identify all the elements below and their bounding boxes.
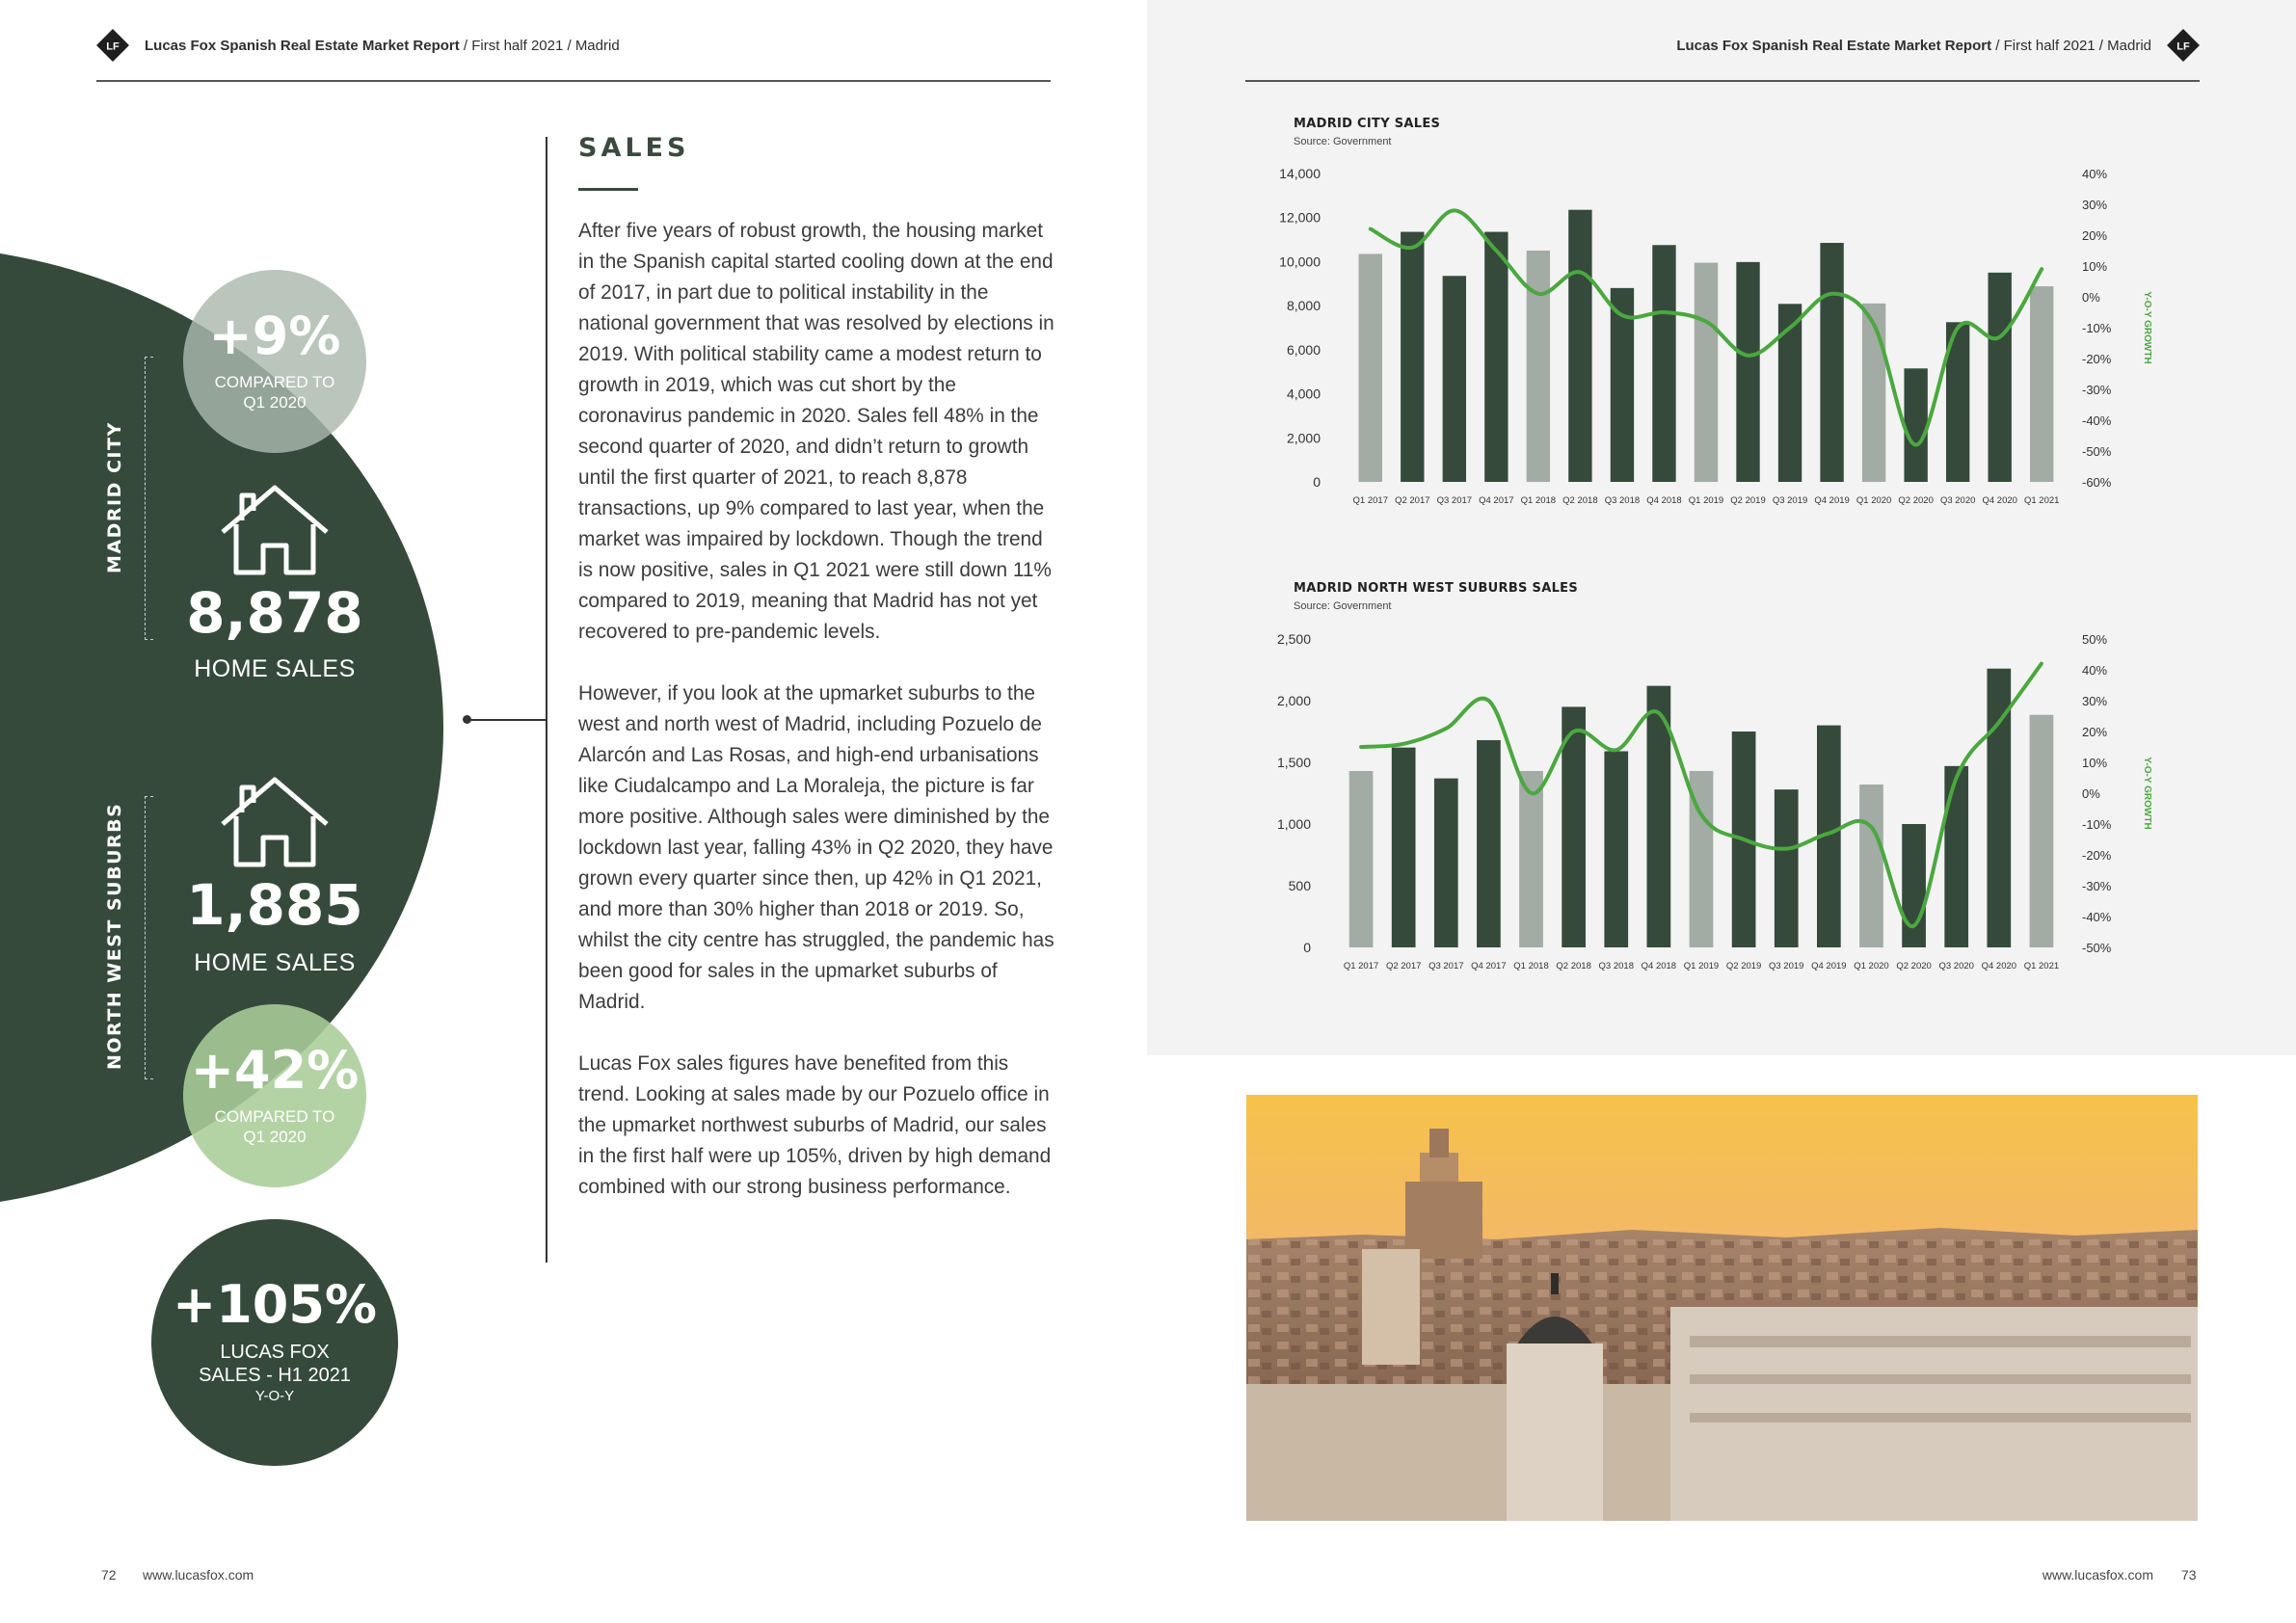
- y2-tick-label: 0%: [2082, 290, 2100, 305]
- chart2-title: MADRID NORTH WEST SUBURBS SALES: [1294, 581, 1579, 596]
- lucas-fox-growth-caption-1: LUCAS FOX: [220, 1342, 330, 1363]
- madrid-growth-circle: [183, 270, 366, 453]
- y2-tick-label: 40%: [2082, 167, 2108, 181]
- y-tick-label: 4,000: [1286, 386, 1321, 402]
- y-tick-label: 0: [1303, 940, 1311, 955]
- chart1-source: Source: Government: [1294, 136, 1392, 147]
- nw-growth-circle: [183, 1004, 366, 1187]
- footer-right-page-number: 73: [2181, 1567, 2197, 1583]
- bar-q3-2019: [1778, 304, 1802, 482]
- bar-q3-2017: [1434, 779, 1458, 947]
- y2-tick-label: 20%: [2082, 228, 2108, 243]
- article-paragraph-3: Lucas Fox sales figures have benefited from this trend. Looking at sales made by our Pozuelo office in the upmarket northwest suburbs of Madrid, our sales in the first half were up 105%, driven by high demand combined with our strong business performance.: [578, 1052, 1052, 1198]
- madrid-city-label: MADRID CITY: [104, 421, 125, 573]
- x-tick-label: Q4 2019: [1814, 495, 1850, 506]
- bar-q1-2018: [1519, 771, 1543, 947]
- bar-q1-2020: [1862, 304, 1885, 482]
- header-right: [1676, 38, 2151, 54]
- article-body: [578, 216, 1055, 1234]
- y2-tick-label: 50%: [2082, 632, 2108, 647]
- article-vertical-rule: [546, 137, 547, 1263]
- x-tick-label: Q4 2017: [1479, 495, 1514, 506]
- y2-axis-label: Y-O-Y GROWTH: [2142, 757, 2152, 830]
- chart1-title: MADRID CITY SALES: [1294, 117, 1441, 131]
- madrid-sales-value: 8,878: [186, 580, 363, 646]
- y-tick-label: 10,000: [1279, 253, 1321, 270]
- bar-q1-2017: [1359, 253, 1382, 482]
- x-tick-label: Q2 2019: [1725, 961, 1762, 971]
- connector-dot: [463, 715, 471, 724]
- x-tick-label: Q3 2018: [1604, 495, 1641, 506]
- bar-q2-2020: [1904, 368, 1927, 482]
- y-tick-label: 14,000: [1279, 166, 1321, 181]
- y-tick-label: 12,000: [1279, 209, 1321, 226]
- x-tick-label: Q3 2019: [1772, 495, 1808, 506]
- north-west-suburbs-label: NORTH WEST SUBURBS: [104, 802, 125, 1070]
- madrid-growth-caption-1: COMPARED TO: [214, 373, 335, 391]
- x-tick-label: Q3 2019: [1769, 961, 1804, 971]
- x-tick-label: Q2 2017: [1385, 961, 1422, 971]
- logo-text: LF: [106, 40, 120, 53]
- x-tick-label: Q4 2020: [1981, 961, 2017, 971]
- bar-q1-2019: [1695, 263, 1718, 482]
- section-title: SALES: [578, 133, 690, 163]
- bar-q2-2018: [1568, 210, 1591, 482]
- y2-tick-label: 10%: [2082, 756, 2108, 770]
- y2-tick-label: -20%: [2082, 352, 2112, 366]
- x-tick-label: Q1 2017: [1343, 961, 1379, 971]
- lucas-fox-growth-circle: [151, 1219, 398, 1466]
- lucas-fox-logo-icon: [2167, 29, 2200, 62]
- bar-q1-2020: [1859, 785, 1883, 947]
- y2-axis-label: Y-O-Y GROWTH: [2142, 291, 2152, 364]
- header-left: [145, 38, 620, 54]
- x-tick-label: Q1 2019: [1688, 495, 1724, 506]
- madrid-city-sales-chart: [1253, 154, 2178, 520]
- x-tick-label: Q2 2019: [1730, 495, 1766, 506]
- y-tick-label: 2,000: [1286, 430, 1321, 446]
- y2-tick-label: 30%: [2082, 198, 2108, 212]
- y2-tick-label: -60%: [2082, 475, 2112, 490]
- article-paragraph-2: However, if you look at the upmarket suburbs to the west and north west of Madrid, including Pozuelo de Alarcón and Las Rosas, and high-end urbanisations like Ciudalcampo and La Moraleja, the picture is far more positive. Although sales were diminished by the lockdown last year, falling 43% in Q2 2020, they have grown every quarter since then, up 42% in Q1 2021, and more than 30% higher than 2018 or 2019. So, whilst the city centre has struggled, the pandemic has been good for sales in the upmarket suburbs of Madrid.: [578, 682, 1055, 1013]
- nw-growth-caption-2: Q1 2020: [243, 1128, 307, 1146]
- chart2-source: Source: Government: [1294, 600, 1392, 612]
- house-icon: [217, 482, 333, 578]
- nw-growth-caption-1: COMPARED TO: [214, 1107, 335, 1126]
- bar-q1-2021: [2030, 715, 2054, 947]
- header-right-rule: [1245, 80, 2200, 82]
- lucas-fox-growth-value: +105%: [172, 1274, 378, 1335]
- bar-q4-2019: [1820, 243, 1843, 482]
- x-tick-label: Q4 2020: [1982, 495, 2017, 506]
- y2-tick-label: -10%: [2082, 321, 2112, 335]
- x-tick-label: Q2 2020: [1896, 961, 1932, 971]
- madrid-growth-caption: [215, 372, 335, 412]
- bar-q4-2018: [1652, 245, 1675, 482]
- y2-tick-label: -30%: [2082, 383, 2112, 397]
- bar-q4-2017: [1477, 740, 1501, 947]
- lucas-fox-growth-caption: [199, 1341, 351, 1406]
- bar-q3-2020: [1944, 766, 1968, 947]
- y2-tick-label: -10%: [2082, 817, 2112, 832]
- y2-tick-label: -20%: [2082, 848, 2112, 863]
- bar-q4-2017: [1484, 232, 1508, 482]
- header-left-subtitle: / First half 2021 / Madrid: [459, 38, 620, 54]
- madrid-sales-label: HOME SALES: [194, 655, 356, 682]
- header-left-rule: [96, 80, 1051, 82]
- header-right-subtitle: / First half 2021 / Madrid: [1991, 38, 2151, 54]
- x-tick-label: Q4 2018: [1641, 961, 1677, 971]
- x-tick-label: Q1 2017: [1352, 495, 1388, 506]
- connector-line: [466, 719, 547, 721]
- x-tick-label: Q1 2019: [1683, 961, 1720, 971]
- y-tick-label: 2,000: [1276, 693, 1311, 708]
- x-tick-label: Q2 2018: [1562, 495, 1598, 506]
- y2-tick-label: 0%: [2082, 786, 2100, 801]
- y2-tick-label: 10%: [2082, 259, 2108, 274]
- x-tick-label: Q3 2017: [1428, 961, 1464, 971]
- nw-sales-label: HOME SALES: [194, 949, 356, 976]
- header-left-title: Lucas Fox Spanish Real Estate Market Report: [145, 38, 460, 54]
- lucas-fox-growth-caption-2: SALES - H1 2021: [199, 1365, 351, 1386]
- y2-tick-label: 20%: [2082, 725, 2108, 739]
- bar-q2-2020: [1902, 824, 1926, 947]
- x-tick-label: Q4 2017: [1471, 961, 1507, 971]
- x-tick-label: Q1 2018: [1513, 961, 1549, 971]
- footer-left-page-number: 72: [101, 1567, 117, 1583]
- y-tick-label: 500: [1288, 878, 1311, 893]
- footer-right-url[interactable]: www.lucasfox.com: [2042, 1567, 2153, 1583]
- madrid-growth-value: +9%: [208, 306, 341, 366]
- y-tick-label: 6,000: [1286, 341, 1321, 358]
- nw-sales-value: 1,885: [186, 872, 363, 938]
- y-tick-label: 8,000: [1286, 298, 1321, 314]
- x-tick-label: Q3 2018: [1598, 961, 1634, 971]
- madrid-growth-caption-2: Q1 2020: [243, 393, 307, 412]
- y-tick-label: 1,000: [1276, 816, 1311, 832]
- bar-q2-2019: [1736, 262, 1759, 482]
- bar-q3-2018: [1604, 751, 1628, 947]
- lucas-fox-logo-icon: [96, 29, 129, 62]
- bar-q1-2018: [1527, 251, 1550, 482]
- madrid-skyline-photo: [1246, 1095, 2198, 1521]
- x-tick-label: Q3 2020: [1938, 961, 1974, 971]
- y2-tick-label: -50%: [2082, 444, 2112, 459]
- x-tick-label: Q1 2018: [1520, 495, 1557, 506]
- bar-q1-2017: [1349, 771, 1374, 947]
- x-tick-label: Q2 2018: [1556, 961, 1591, 971]
- article-paragraph-1: After five years of robust growth, the housing market in the Spanish capital started cooling down at the end of 2017, in part due to political instability in the national government that was resolved by elections in 2019. With political stability came a modest return to growth in 2019, which was cut short by the coronavirus pandemic in 2020. Sales fell 48% in the second quarter of 2020, and didn’t return to growth until the first quarter of 2021, to reach 8,878 transactions, up 9% compared to last year, when the market was impaired by lockdown. Though the trend is now positive, sales in Q1 2021 were still down 11% compared to 2019, meaning that Madrid has not yet recovered to pre-pandemic levels.: [578, 220, 1055, 643]
- y2-tick-label: -30%: [2082, 879, 2112, 893]
- x-tick-label: Q1 2020: [1854, 961, 1889, 971]
- x-tick-label: Q4 2018: [1646, 495, 1682, 506]
- nw-growth-caption: [215, 1106, 335, 1147]
- bar-q3-2017: [1443, 276, 1466, 482]
- nw-bracket: [145, 796, 153, 1079]
- logo-text: LF: [2176, 40, 2190, 53]
- y2-tick-label: -50%: [2082, 941, 2112, 955]
- y2-tick-label: 40%: [2082, 663, 2108, 678]
- x-tick-label: Q2 2020: [1898, 495, 1934, 506]
- lucas-fox-growth-caption-3: Y-O-Y: [254, 1388, 295, 1404]
- bar-q2-2017: [1401, 232, 1424, 482]
- footer-left-url[interactable]: www.lucasfox.com: [143, 1567, 254, 1583]
- x-tick-label: Q3 2020: [1939, 495, 1976, 506]
- nw-growth-value: +42%: [190, 1040, 360, 1101]
- y2-tick-label: 30%: [2082, 694, 2108, 708]
- y-tick-label: 1,500: [1276, 755, 1311, 770]
- x-tick-label: Q1 2020: [1855, 495, 1892, 506]
- y2-tick-label: -40%: [2082, 413, 2112, 428]
- y2-tick-label: -40%: [2082, 910, 2112, 924]
- bar-q2-2017: [1392, 748, 1416, 947]
- x-tick-label: Q1 2021: [2024, 495, 2060, 506]
- house-icon: [217, 774, 333, 870]
- bar-q3-2019: [1775, 789, 1799, 947]
- madrid-nw-suburbs-sales-chart: [1253, 622, 2178, 978]
- bar-q4-2020: [1989, 273, 2012, 482]
- x-tick-label: Q1 2021: [2023, 961, 2060, 971]
- x-tick-label: Q4 2019: [1811, 961, 1847, 971]
- x-tick-label: Q2 2017: [1395, 495, 1430, 506]
- y-tick-label: 0: [1313, 474, 1321, 490]
- x-tick-label: Q3 2017: [1436, 495, 1473, 506]
- bar-q1-2021: [2030, 286, 2053, 482]
- section-title-underline: [578, 188, 638, 191]
- y-tick-label: 2,500: [1276, 631, 1311, 647]
- header-right-title: Lucas Fox Spanish Real Estate Market Report: [1676, 38, 1992, 54]
